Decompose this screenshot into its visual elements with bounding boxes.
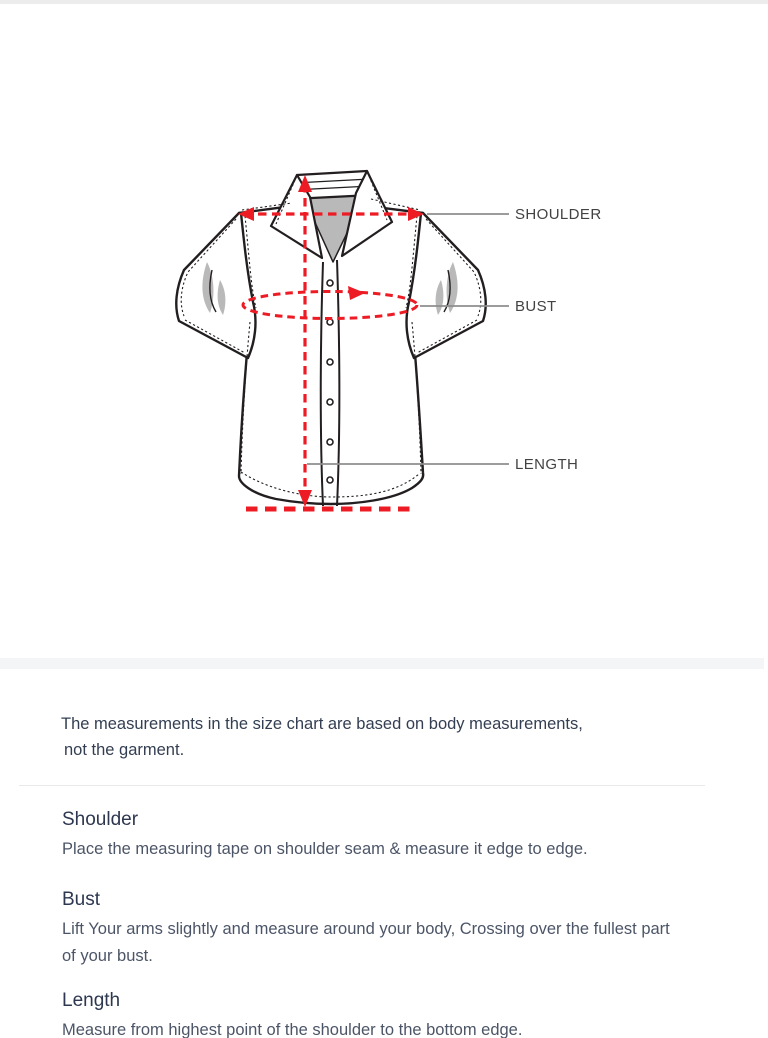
right-sleeve: [407, 213, 486, 358]
shoulder-section-description: Place the measuring tape on shoulder seam & measure it edge to edge.: [62, 840, 588, 858]
bust-section-title: Bust: [62, 889, 101, 910]
shoulder-section-title: Shoulder: [62, 809, 139, 830]
left-sleeve: [176, 213, 255, 358]
shoulder-label: SHOULDER: [515, 206, 602, 223]
divider-line: [19, 785, 705, 786]
note-line-2: not the garment.: [64, 741, 185, 759]
shirt-measurement-diagram: [160, 150, 620, 530]
size-chart-note: [61, 711, 701, 763]
bust-instruction-section: [62, 888, 692, 970]
section-separator-bar: [0, 658, 764, 669]
bust-label: BUST: [515, 298, 557, 315]
note-line-1: The measurements in the size chart are based on body measurements,: [61, 715, 583, 733]
length-label: LENGTH: [515, 456, 579, 473]
shoulder-instruction-section: [62, 808, 692, 863]
top-edge-strip: [0, 0, 768, 4]
length-section-title: Length: [62, 990, 121, 1011]
length-instruction-section: [62, 989, 692, 1038]
bust-section-description: Lift Your arms slightly and measure around your body, Crossing over the fullest part of your bust.: [62, 920, 670, 965]
length-section-description: Measure from highest point of the shoulder to the bottom edge.: [62, 1021, 523, 1038]
